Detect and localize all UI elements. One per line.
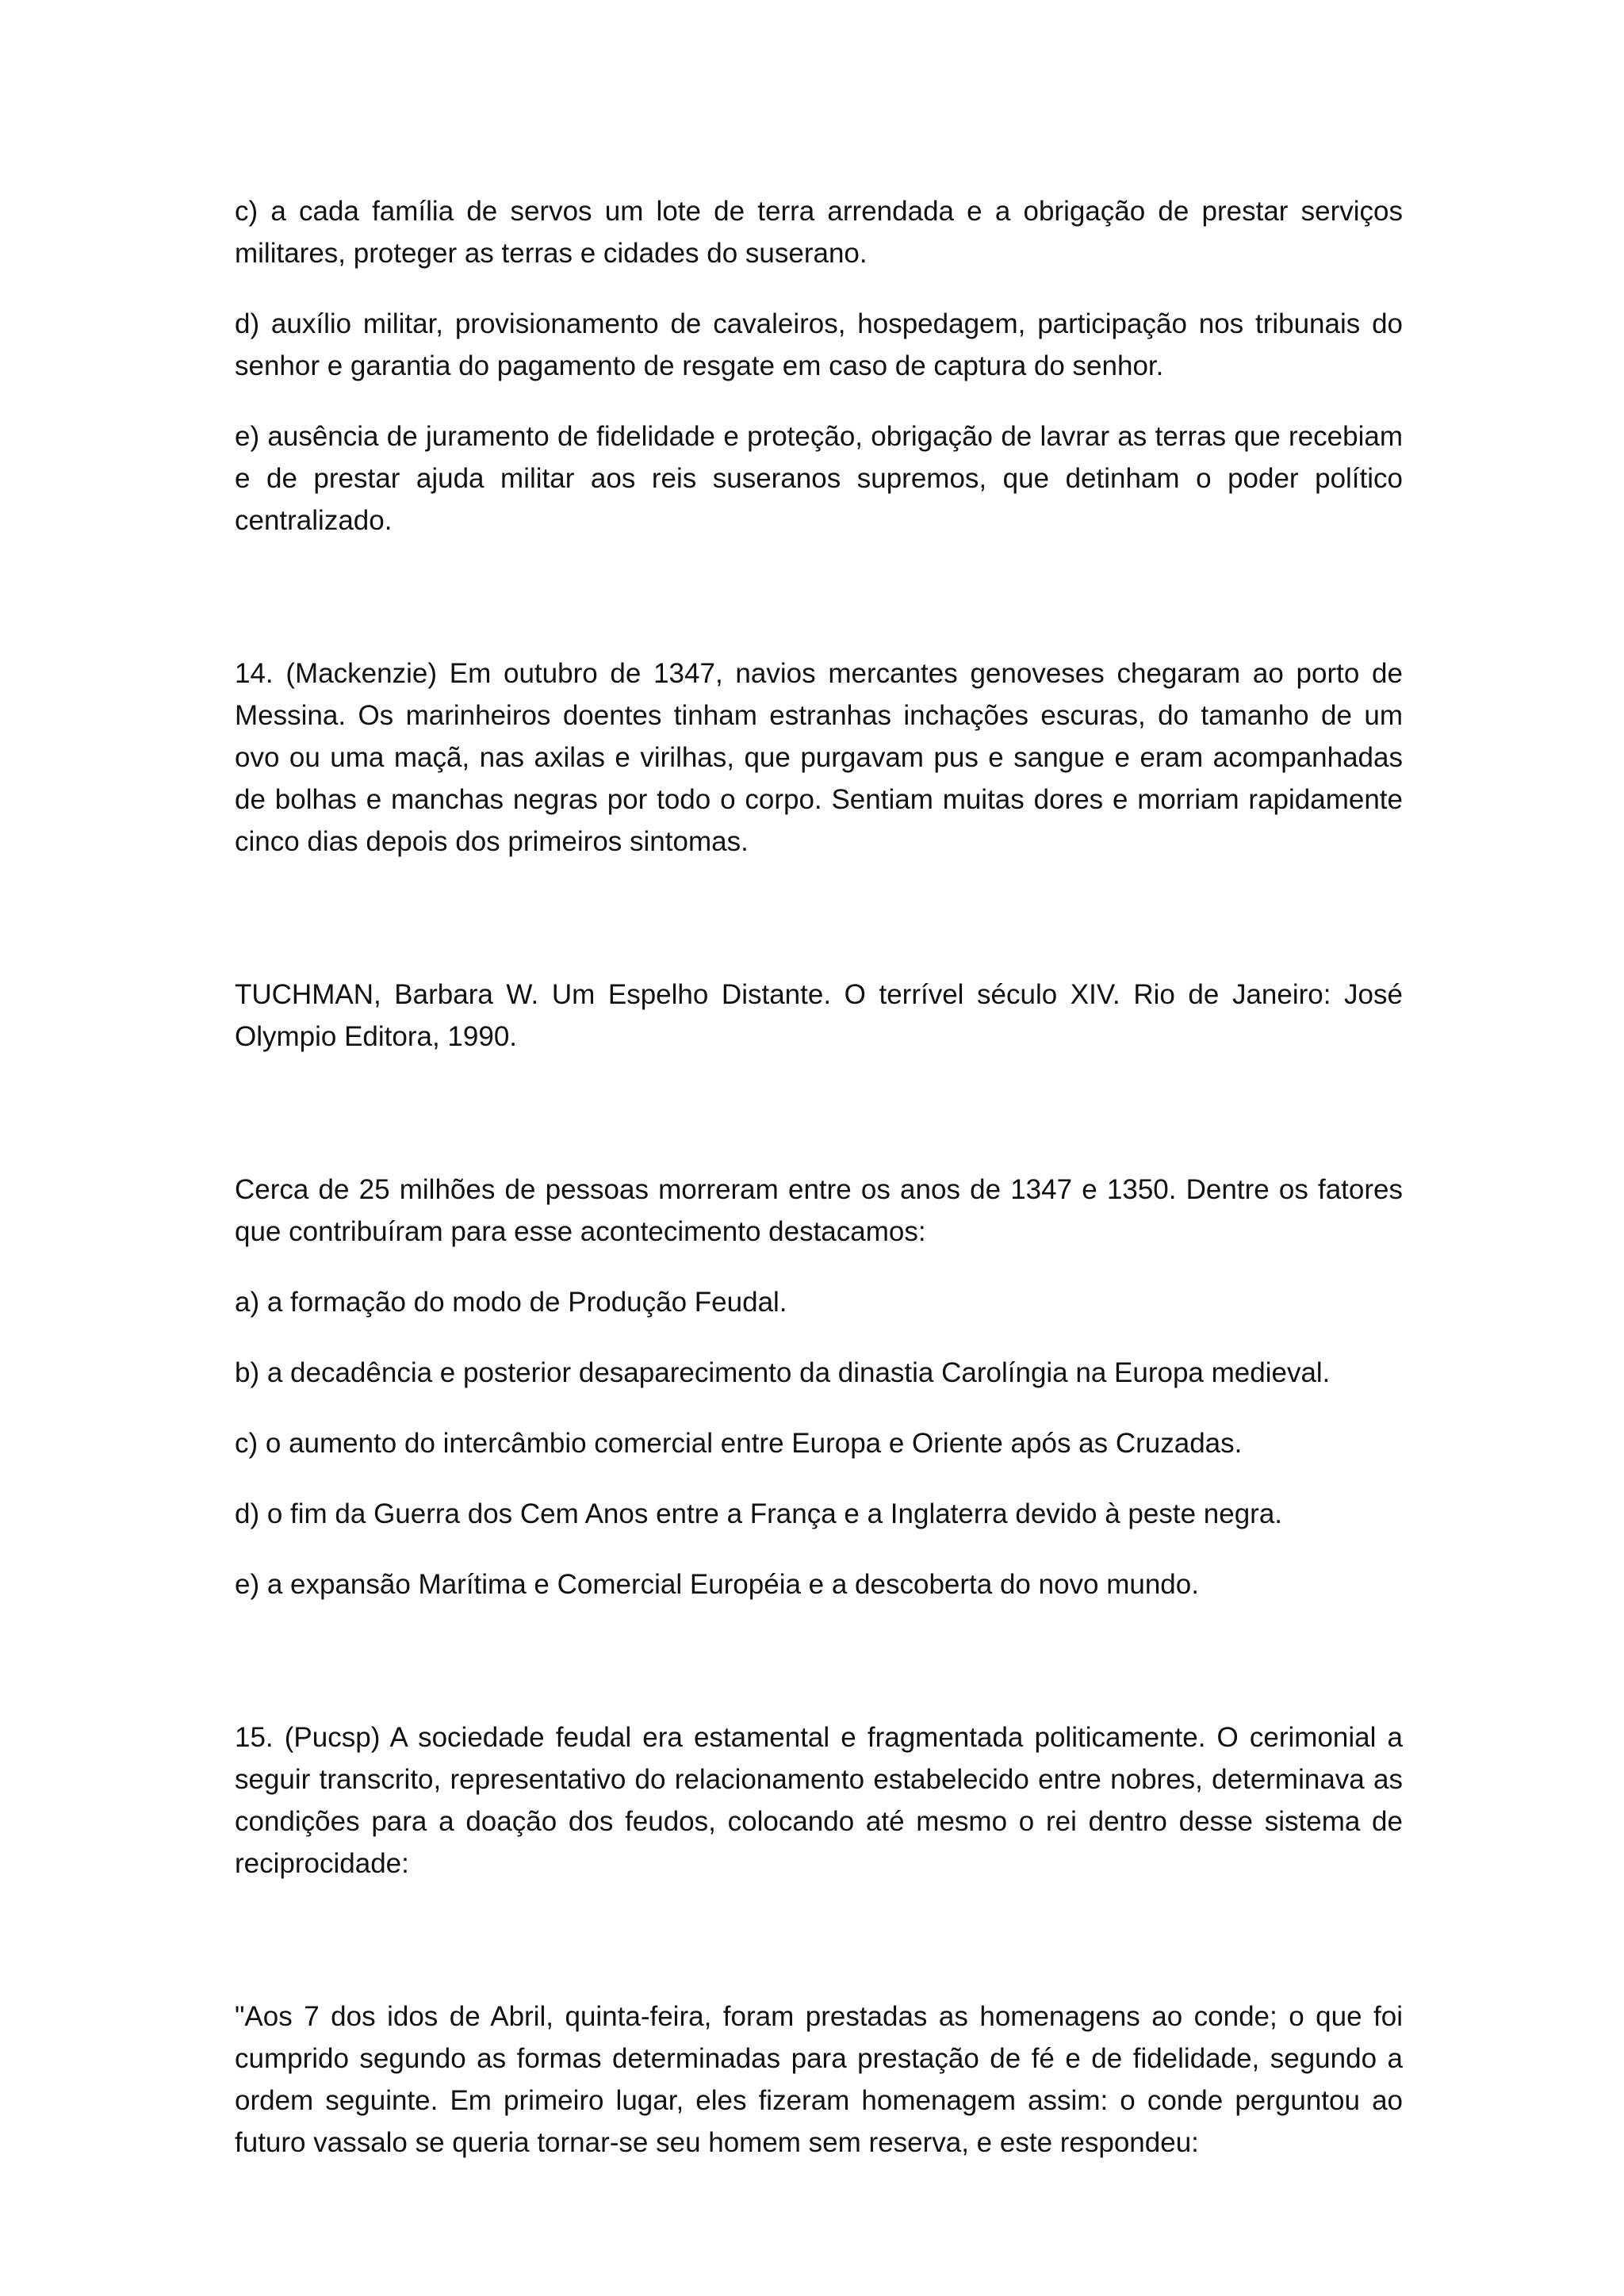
q13-option-c: c) a cada família de servos um lote de terra arrendada e a obrigação de prestar serviços militares, proteger as terras e cidades do suserano.: [235, 196, 1403, 269]
q14-option-a: a) a formação do modo de Produção Feudal.: [235, 1287, 787, 1318]
q14-statement: 14. (Mackenzie) Em outubro de 1347, navios mercantes genoveses chegaram ao porto de Messina. Os marinheiros doentes tinham estranhas inchações escuras, do tamanho de um ovo ou uma maçã, nas axilas e virilhas, que purgavam pus e sangue e eram acompanhadas de bolhas e manchas negras por todo o corpo. Sentiam muitas dores e morriam rapidamente cinco dias depois dos primeiros sintomas.: [235, 658, 1403, 857]
q14-question: Cerca de 25 milhões de pessoas morreram entre os anos de 1347 e 1350. Dentre os fatores que contribuíram para esse acontecimento destacamos:: [235, 1174, 1403, 1247]
page-content: [235, 190, 1403, 2164]
q14-option-e: e) a expansão Marítima e Comercial Européia e a descoberta do novo mundo.: [235, 1569, 1199, 1600]
q15-statement: 15. (Pucsp) A sociedade feudal era estamental e fragmentada politicamente. O cerimonial a seguir transcrito, representativo do relacionamento estabelecido entre nobres, determinava as condições para a doação dos feudos, colocando até mesmo o rei dentro desse sistema de reciprocidade:: [235, 1722, 1403, 1879]
q14-option-c: c) o aumento do intercâmbio comercial entre Europa e Oriente após as Cruzadas.: [235, 1428, 1243, 1459]
q14-option-d: d) o fim da Guerra dos Cem Anos entre a França e a Inglaterra devido à peste negra.: [235, 1498, 1283, 1529]
q13-option-d: d) auxílio militar, provisionamento de cavaleiros, hospedagem, participação nos tribunais do senhor e garantia do pagamento de resgate em caso de captura do senhor.: [235, 308, 1403, 381]
q14-option-b: b) a decadência e posterior desaparecimento da dinastia Carolíngia na Europa medieval.: [235, 1357, 1331, 1388]
q14-citation: TUCHMAN, Barbara W. Um Espelho Distante. O terrível século XIV. Rio de Janeiro: José Olympio Editora, 1990.: [235, 979, 1403, 1052]
q15-quote: "Aos 7 dos idos de Abril, quinta-feira, foram prestadas as homenagens ao conde; o que foi cumprido segundo as formas determinadas para prestação de fé e de fidelidade, segundo a ordem seguinte. Em primeiro lugar, eles fizeram homenagem assim: o conde perguntou ao futuro vassalo se queria tornar-se seu homem sem reserva, e este respondeu:: [235, 2001, 1403, 2158]
q13-option-e: e) ausência de juramento de fidelidade e proteção, obrigação de lavrar as terras que recebiam e de prestar ajuda militar aos reis suseranos supremos, que detinham o poder político centralizado.: [235, 421, 1403, 536]
